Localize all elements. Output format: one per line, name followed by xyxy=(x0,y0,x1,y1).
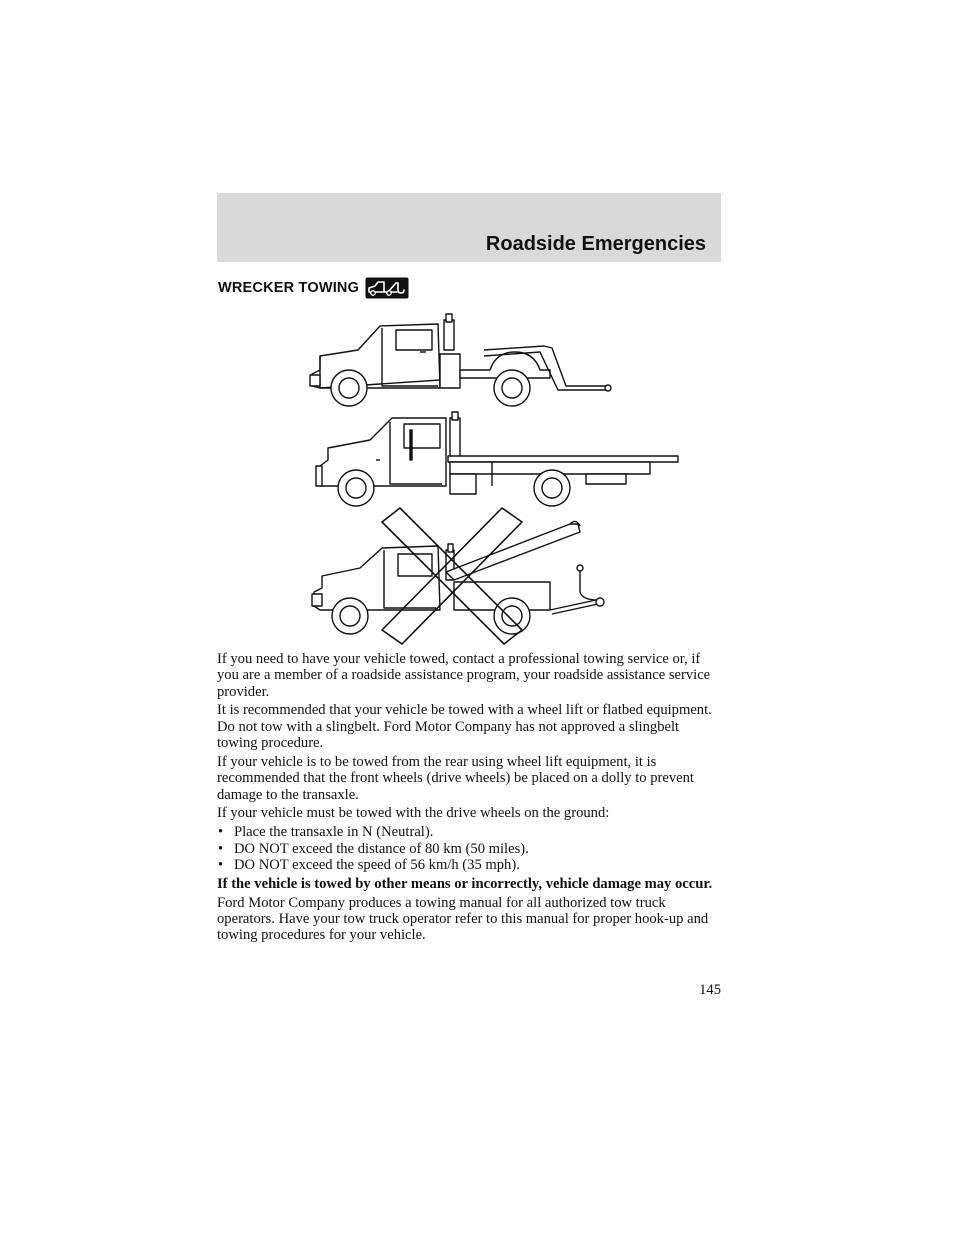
towing-illustrations xyxy=(300,310,690,650)
body-text xyxy=(217,651,723,946)
tow-truck-icon xyxy=(365,277,409,299)
flatbed-truck-illustration xyxy=(316,412,678,506)
paragraph-rear-tow-dolly: If your vehicle is to be towed from the rear using wheel lift equipment, it is recommended that the front wheels (drive wheels) be placed on a dolly to prevent damage to the transaxle. xyxy=(217,753,694,803)
list-item-text: Place the transaxle in N (Neutral). xyxy=(234,824,434,841)
section-title: Roadside Emergencies xyxy=(485,233,706,255)
paragraph-towing-manual: Ford Motor Company produces a towing manual for all authorized tow truck operators. Have your tow truck operator refer to this manual for proper hook-up and towing procedures for your vehicle. xyxy=(217,894,709,944)
list-item xyxy=(217,824,723,840)
list-item-text: DO NOT exceed the distance of 80 km (50 miles). xyxy=(234,840,529,857)
bullet-symbol: • xyxy=(218,856,224,873)
slingbelt-truck-illustration xyxy=(312,521,604,634)
list-item xyxy=(217,857,723,873)
wheel-lift-truck-illustration xyxy=(310,314,611,406)
section-heading: WRECKER TOWING xyxy=(218,280,360,296)
section-header-band xyxy=(217,193,721,262)
paragraph-contact-towing: If you need to have your vehicle towed, contact a professional towing service or, if you are a member of a roadside assistance program, your roadside assistance service provider. xyxy=(217,651,711,700)
bullet-symbol: • xyxy=(218,840,224,857)
list-item xyxy=(217,841,723,857)
subheading-row xyxy=(218,276,409,300)
list-item-text: DO NOT exceed the speed of 56 km/h (35 mph). xyxy=(234,856,520,873)
damage-warning: If the vehicle is towed by other means or incorrectly, vehicle damage may occur. xyxy=(217,875,713,892)
paragraph-drive-wheels-on-ground: If your vehicle must be towed with the drive wheels on the ground: xyxy=(217,805,610,822)
towing-conditions-list xyxy=(217,824,723,873)
page-number: 145 xyxy=(699,982,721,998)
paragraph-recommended-equipment: It is recommended that your vehicle be towed with a wheel lift or flatbed equipment. Do not tow with a slingbelt. Ford Motor Company has not approved a slingbelt towing procedure. xyxy=(217,702,712,752)
bullet-symbol: • xyxy=(218,824,224,841)
